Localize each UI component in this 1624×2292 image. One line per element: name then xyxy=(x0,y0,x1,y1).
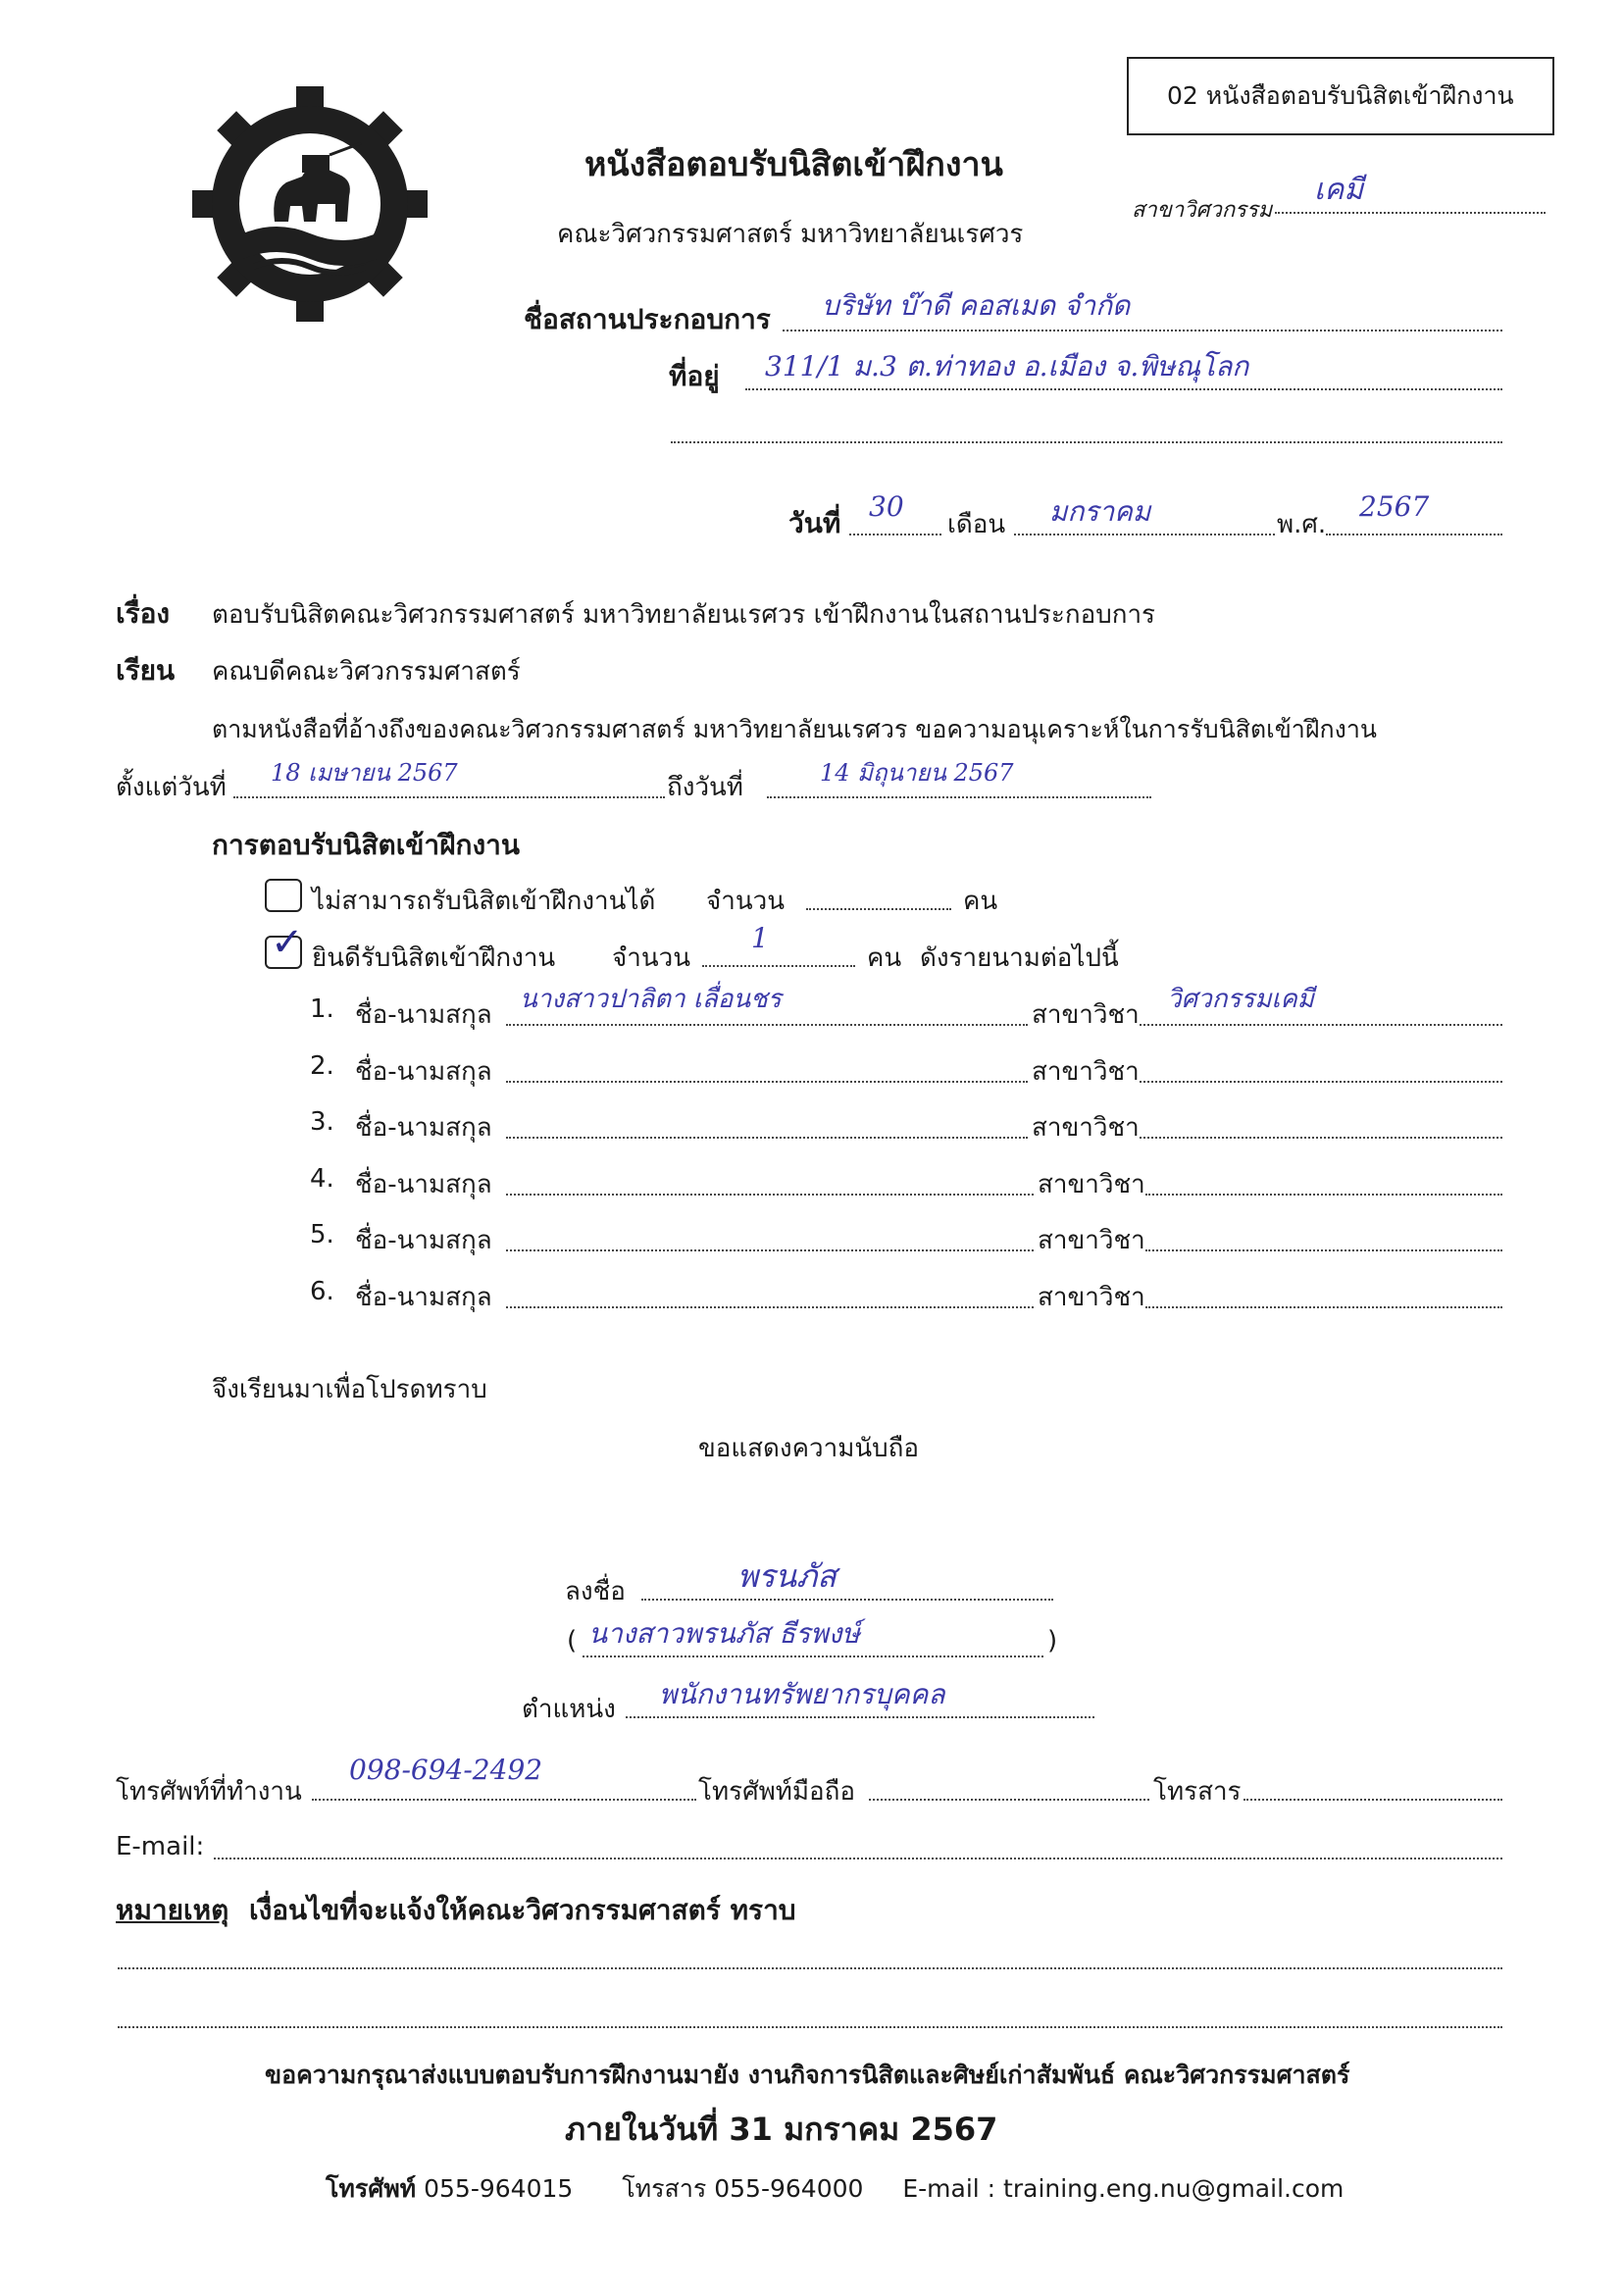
period-to-line xyxy=(767,796,1151,798)
regards-text: ขอแสดงความนับถือ xyxy=(698,1434,919,1463)
note-text: เงื่อนไขที่จะแจ้งให้คณะวิศวกรรมศาสตร์ ทราบ xyxy=(249,1894,796,1926)
student-major-line xyxy=(1145,1194,1502,1196)
signature-label: ลงชื่อ xyxy=(565,1577,626,1606)
branch-label: สาขาวิศวกรรม xyxy=(1132,198,1273,223)
student-name-line xyxy=(506,1194,1034,1196)
signature-open-paren: ( xyxy=(567,1626,578,1655)
date-month-label: เดือน xyxy=(947,510,1006,539)
student-name-line xyxy=(506,1306,1034,1308)
mobile-line xyxy=(869,1799,1149,1801)
branch-value: เคมี xyxy=(1314,173,1364,207)
student-name-line xyxy=(506,1081,1028,1083)
period-to-label: ถึงวันที่ xyxy=(667,773,743,802)
recipient-label: เรียน xyxy=(116,654,176,687)
address-line-2 xyxy=(671,441,1502,443)
period-to: 14 มิถุนายน 2567 xyxy=(820,759,1014,787)
student-number: 6. xyxy=(310,1277,334,1306)
student-name: นางสาวปาลิตา เลื่อนชร xyxy=(520,985,782,1014)
student-name-label: ชื่อ-นามสกุล xyxy=(355,1000,492,1030)
student-name-line xyxy=(506,1249,1034,1251)
footer-fax-label: โทรสาร xyxy=(622,2174,707,2203)
address-line-1 xyxy=(745,388,1502,390)
response-heading: การตอบรับนิสิตเข้าฝึกงาน xyxy=(212,829,521,861)
student-major-label: สาขาวิชา xyxy=(1038,1283,1145,1312)
reject-unit: คน xyxy=(963,887,998,916)
reject-checkbox[interactable] xyxy=(265,879,302,912)
note-line-1 xyxy=(118,1967,1502,1969)
work-phone-label: โทรศัพท์ที่ทำงาน xyxy=(116,1777,302,1807)
address-value: 311/1 ม.3 ต.ท่าทอง อ.เมือง จ.พิษณุโลก xyxy=(765,350,1249,382)
work-phone: 098-694-2492 xyxy=(349,1754,543,1786)
form-code: 02 หนังสือตอบรับนิสิตเข้าฝึกงาน xyxy=(1167,81,1514,110)
date-month: มกราคม xyxy=(1049,495,1151,528)
position-line xyxy=(626,1716,1094,1718)
date-year-line xyxy=(1326,534,1502,535)
footer-email-label: E-mail : xyxy=(902,2174,996,2203)
fax-label: โทรสาร xyxy=(1153,1777,1242,1807)
printed-name-line xyxy=(583,1655,1043,1657)
student-major-label: สาขาวิชา xyxy=(1038,1170,1145,1199)
position-value: พนักงานทรัพยากรบุคคล xyxy=(659,1678,945,1710)
student-major-line xyxy=(1140,1081,1502,1083)
period-from-line xyxy=(233,796,665,798)
faculty-logo xyxy=(192,86,428,322)
reject-count-label: จำนวน xyxy=(706,887,785,916)
student-name-label: ชื่อ-นามสกุล xyxy=(355,1057,492,1087)
accept-count-label: จำนวน xyxy=(612,943,690,973)
footer-request: ขอความกรุณาส่งแบบตอบรับการฝึกงานมายัง งานกิจการนิสิตและศิษย์เก่าสัมพันธ์ คณะวิศวกรรมศาสตร์ xyxy=(265,2061,1350,2089)
student-major-line xyxy=(1145,1249,1502,1251)
period-from-label: ตั้งแต่วันที่ xyxy=(116,773,227,802)
email-label: E-mail: xyxy=(116,1832,205,1861)
closing-text: จึงเรียนมาเพื่อโปรดทราบ xyxy=(212,1375,487,1404)
accept-check-mark: ✓ xyxy=(271,920,304,965)
footer-contact xyxy=(326,2169,1344,2209)
footer-phone: 055-964015 xyxy=(424,2174,574,2203)
company-label: ชื่อสถานประกอบการ xyxy=(524,303,771,335)
student-major: วิศวกรรมเคมี xyxy=(1167,985,1314,1014)
accept-suffix: ดังรายนามต่อไปนี้ xyxy=(920,943,1119,973)
student-number: 1. xyxy=(310,994,334,1024)
student-number: 2. xyxy=(310,1051,334,1081)
date-day-line xyxy=(849,534,941,535)
mobile-label: โทรศัพท์มือถือ xyxy=(698,1777,855,1807)
student-major-line xyxy=(1140,1024,1502,1026)
accept-count: 1 xyxy=(751,922,769,954)
accept-label: ยินดีรับนิสิตเข้าฝึกงาน xyxy=(312,943,556,973)
student-name-line xyxy=(506,1137,1028,1139)
company-value: บริษัท บ๊าดี คอสเมด จำกัด xyxy=(822,289,1131,322)
student-number: 4. xyxy=(310,1164,334,1194)
student-major-label: สาขาวิชา xyxy=(1038,1226,1145,1255)
note-label: หมายเหตุ xyxy=(116,1894,229,1926)
student-major-line xyxy=(1140,1137,1502,1139)
recipient-text: คณบดีคณะวิศวกรรมศาสตร์ xyxy=(212,657,521,687)
note-line-2 xyxy=(118,2026,1502,2028)
accept-unit: คน xyxy=(867,943,902,973)
fax-line xyxy=(1243,1799,1502,1801)
work-phone-line xyxy=(312,1799,696,1801)
date-year: 2567 xyxy=(1359,490,1430,523)
period-from: 18 เมษายน 2567 xyxy=(271,759,458,787)
page-subtitle: คณะวิศวกรรมศาสตร์ มหาวิทยาลัยนเรศวร xyxy=(557,220,1024,249)
signature-close-paren: ) xyxy=(1047,1626,1058,1655)
reject-count-line xyxy=(806,908,951,910)
date-month-line xyxy=(1014,534,1275,535)
subject-label: เรื่อง xyxy=(116,597,171,630)
student-name-label: ชื่อ-นามสกุล xyxy=(355,1113,492,1143)
signature-value: พรนภัส xyxy=(737,1557,837,1595)
subject-text: ตอบรับนิสิตคณะวิศวกรรมศาสตร์ มหาวิทยาลัยนเรศวร เข้าฝึกงานในสถานประกอบการ xyxy=(212,600,1156,630)
student-major-label: สาขาวิชา xyxy=(1032,1113,1140,1143)
body-text: ตามหนังสือที่อ้างถึงของคณะวิศวกรรมศาสตร์ มหาวิทยาลัยนเรศวร ขอความอนุเคราะห์ในการรับนิสิตเข้าฝึกงาน xyxy=(212,715,1377,743)
footer-email[interactable]: training.eng.nu@gmail.com xyxy=(1003,2174,1345,2203)
email-line xyxy=(214,1858,1502,1859)
accept-count-line xyxy=(702,965,855,967)
student-name-label: ชื่อ-นามสกุล xyxy=(355,1226,492,1255)
student-number: 5. xyxy=(310,1220,334,1249)
date-year-label: พ.ศ. xyxy=(1277,510,1327,539)
signature-line xyxy=(641,1599,1053,1601)
footer-fax: 055-964000 xyxy=(714,2174,864,2203)
student-major-label: สาขาวิชา xyxy=(1032,1000,1140,1030)
reject-label: ไม่สามารถรับนิสิตเข้าฝึกงานได้ xyxy=(312,887,656,916)
footer-phone-label: โทรศัพท์ xyxy=(326,2174,417,2203)
page-title: หนังสือตอบรับนิสิตเข้าฝึกงาน xyxy=(584,145,1003,184)
student-name-label: ชื่อ-นามสกุล xyxy=(355,1170,492,1199)
footer-deadline: ภายในวันที่ 31 มกราคม 2567 xyxy=(565,2111,998,2148)
student-major-label: สาขาวิชา xyxy=(1032,1057,1140,1087)
position-label: ตำแหน่ง xyxy=(522,1695,616,1724)
student-name-label: ชื่อ-นามสกุล xyxy=(355,1283,492,1312)
address-label: ที่อยู่ xyxy=(669,360,720,392)
student-name-line xyxy=(506,1024,1028,1026)
student-number: 3. xyxy=(310,1107,334,1137)
printed-name: นางสาวพรนภัส ธีรพงษ์ xyxy=(588,1617,860,1650)
date-day-label: วันที่ xyxy=(788,507,841,539)
company-line xyxy=(783,330,1502,331)
date-day: 30 xyxy=(869,490,904,523)
student-major-line xyxy=(1145,1306,1502,1308)
